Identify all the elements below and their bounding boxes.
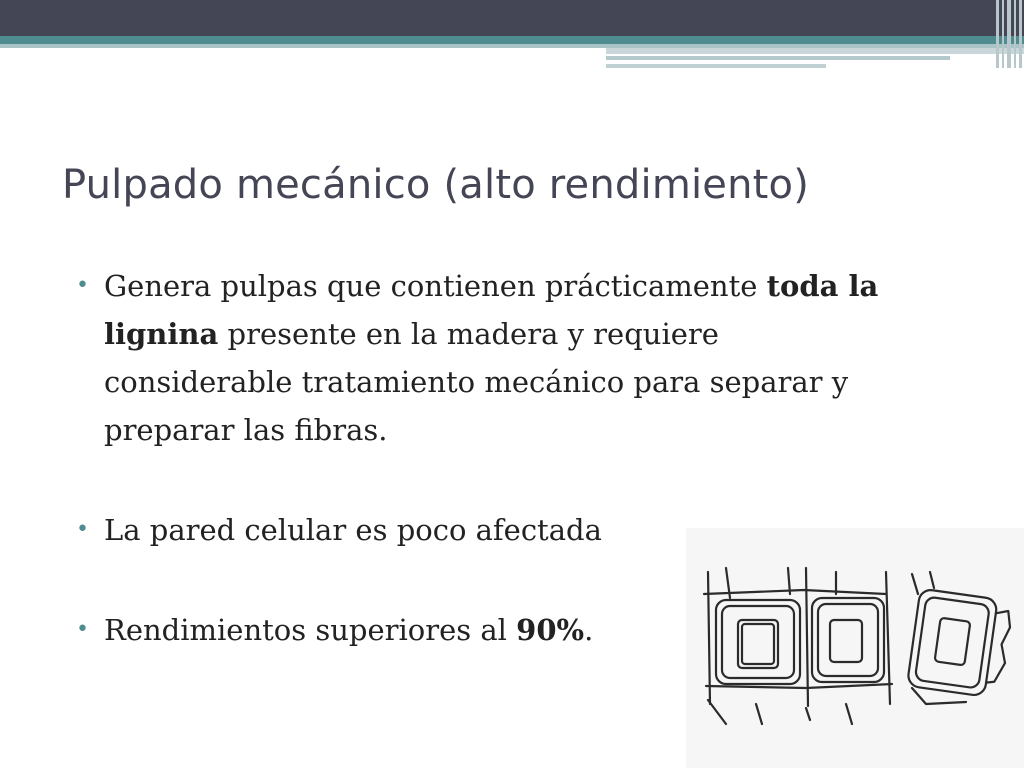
bullet-text: presente en la madera y requiere considerable tratamiento mecánico para separar y preparar las fibras. xyxy=(104,317,849,447)
bullet-dot-icon: • xyxy=(76,517,89,542)
header-light-bar xyxy=(606,48,1024,54)
bullet-text: La pared celular es poco afectada xyxy=(104,513,602,547)
bullet-item xyxy=(76,262,904,454)
bullet-text: . xyxy=(584,613,594,647)
bullet-emphasis: 90% xyxy=(516,613,585,647)
bullet-text: Genera pulpas que contienen prácticamente xyxy=(104,269,767,303)
bullet-dot-icon: • xyxy=(76,617,89,642)
bullet-text: Rendimientos superiores al xyxy=(104,613,517,647)
bullet-dot-icon: • xyxy=(76,273,89,298)
header-right-stripes xyxy=(992,0,1024,68)
slide-title: Pulpado mecánico (alto rendimiento) xyxy=(62,162,810,208)
header-light-bar xyxy=(606,56,950,60)
bullet-emphasis: toda la lignina xyxy=(104,269,879,351)
header-dark-bar xyxy=(0,0,1024,36)
wood-cells-sketch-icon xyxy=(686,528,1024,768)
header-light-bar xyxy=(606,64,826,68)
header-teal-bar xyxy=(0,36,1024,44)
